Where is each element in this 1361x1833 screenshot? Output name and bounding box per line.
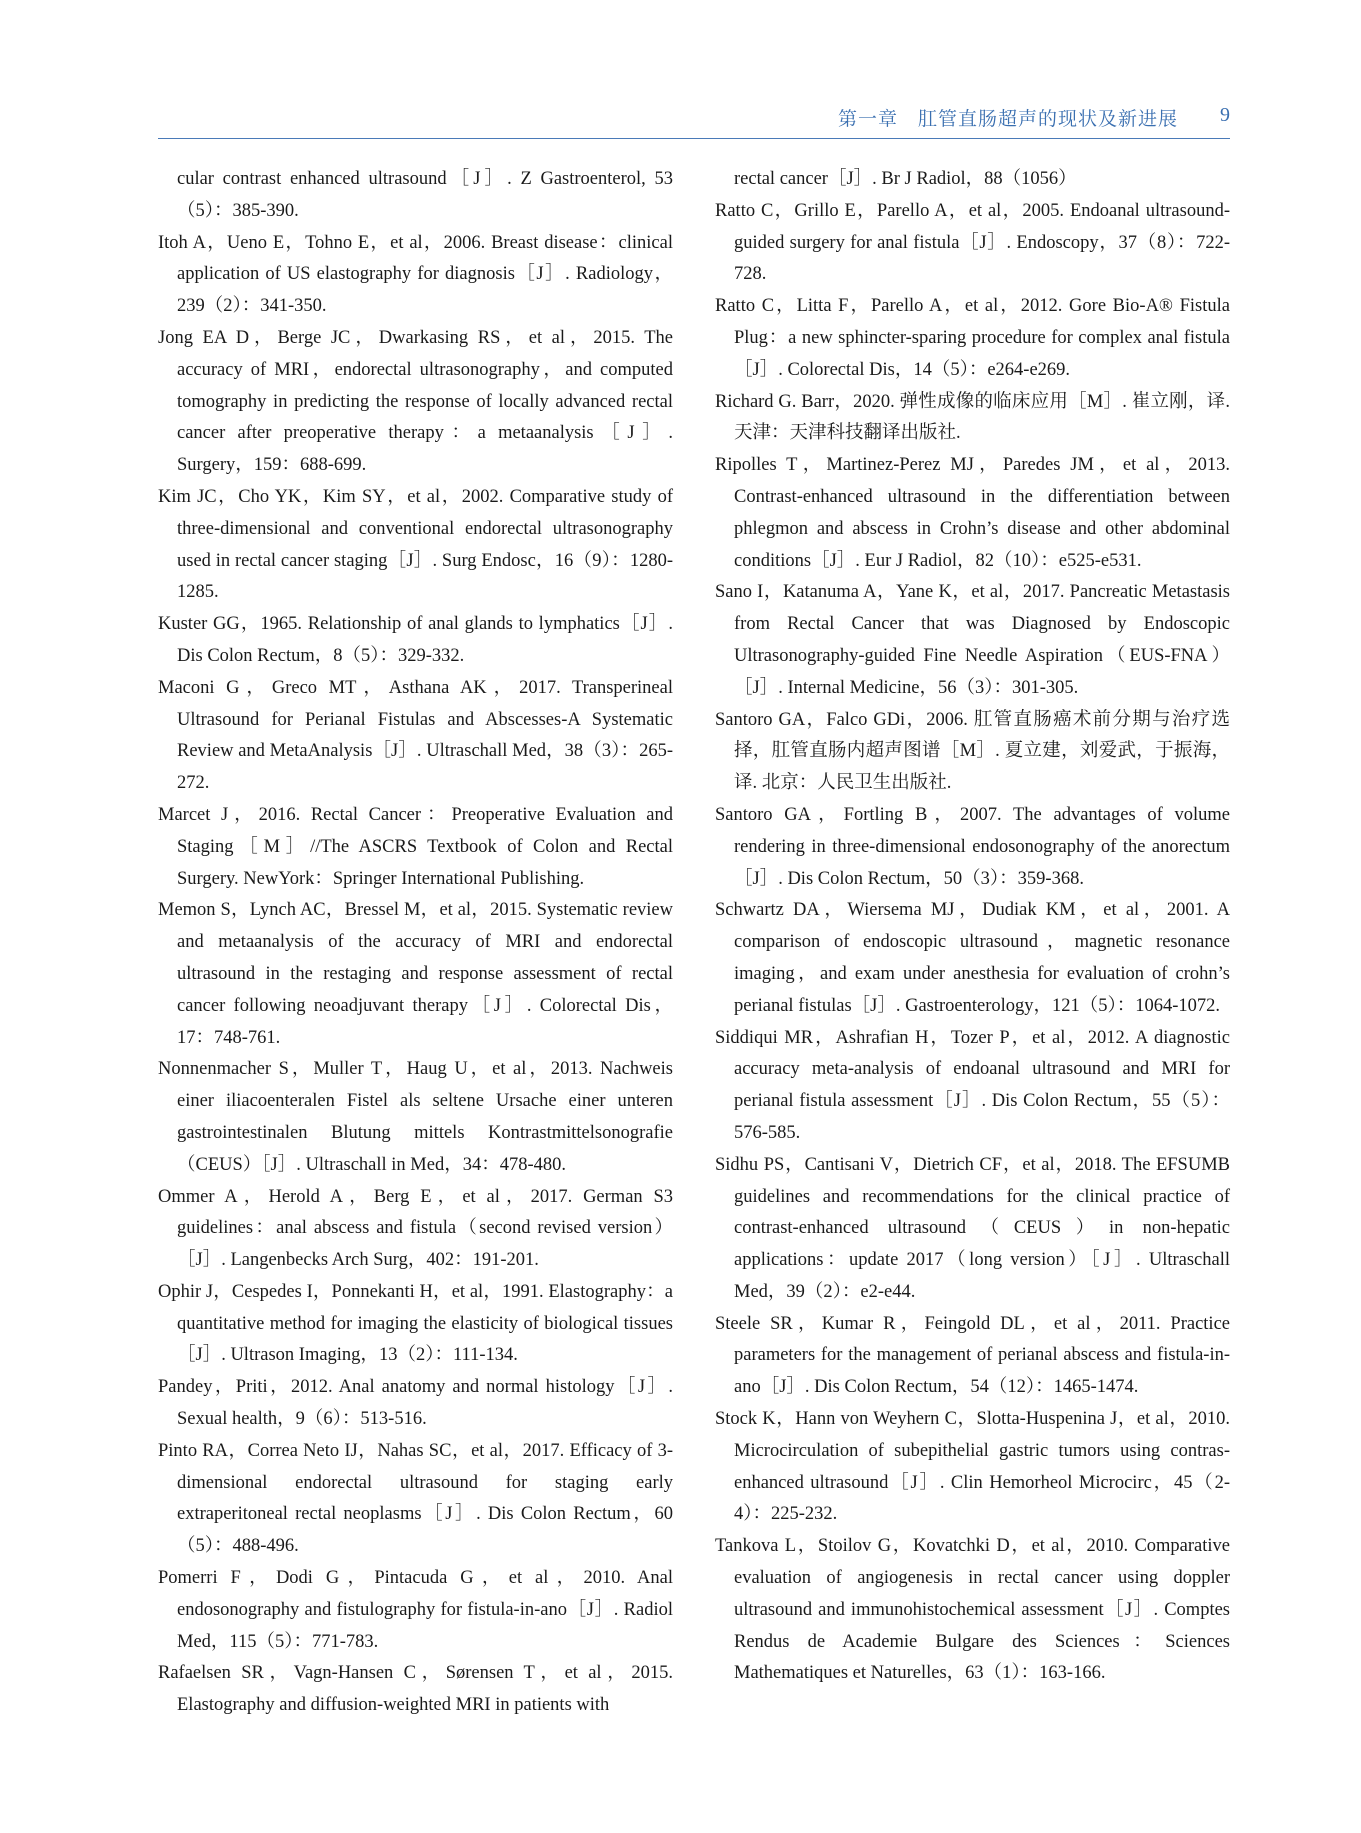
reference-entry: Ratto C，Litta F，Parello A，et al，2012. Gore Bio-A® Fistula Plug：a new sphincter-sparing procedure for complex anal fistula［J］. Colorectal Dis，14（5）：e264-e269. (715, 296, 1230, 380)
reference-entry: Santoro GA，Falco GDi，2006. 肛管直肠癌术前分期与治疗选择，肛管直肠内超声图谱［M］. 夏立建，刘爱武，于振海，译. 北京：人民卫生出版社. (715, 709, 1230, 794)
reference-entry: Ommer A，Herold A，Berg E，et al，2017. German S3 guidelines：anal abscess and fistula（second revised version）［J］. Langenbecks Arch Surg，402：191-201. (158, 1186, 673, 1271)
reference-entry: Ophir J，Cespedes I，Ponnekanti H，et al，1991. Elastography：a quantitative method for imaging the elasticity of biological tissues［J］. Ultrason Imaging，13（2）：111-134. (158, 1281, 673, 1366)
reference-entry: Steele SR，Kumar R，Feingold DL，et al，2011. Practice parameters for the management of perianal abscess and fistula-in-ano［J］. Dis Colon Rectum，54（12）：1465-1474. (715, 1313, 1230, 1398)
reference-entry: Tankova L，Stoilov G，Kovatchki D，et al，2010. Comparative evaluation of angiogenesis in rectal cancer using doppler ultrasound and immunohistochemical assessment［J］. Comptes Rendus de Academie Bulgare des Sciences：Sciences Mathematiques et Naturelles，63（1）：163-166. (715, 1536, 1230, 1684)
reference-column-right (715, 164, 1230, 1690)
reference-entry: Richard G. Barr，2020. 弹性成像的临床应用［M］. 崔立刚，译. 天津：天津科技翻译出版社. (715, 391, 1230, 444)
reference-entry: Rafaelsen SR，Vagn-Hansen C，Sørensen T，et al，2015. Elastography and diffusion-weighted MRI in patients with (158, 1663, 673, 1716)
reference-entry: Ripolles T，Martinez-Perez MJ，Paredes JM，et al，2013. Contrast-enhanced ultrasound in the differentiation between phlegmon and abscess in Crohn’s disease and other abdominal conditions［J］. Eur J Radiol，82（10）：e525-e531. (715, 455, 1230, 571)
reference-entry: Pomerri F，Dodi G，Pintacuda G，et al，2010. Anal endosonography and fistulography for fistula-in-ano［J］. Radiol Med，115（5）：771-783. (158, 1568, 673, 1652)
reference-entry: Sano I，Katanuma A，Yane K，et al，2017. Pancreatic Metastasis from Rectal Cancer that was Diagnosed by Endoscopic Ultrasonography-guided Fine Needle Aspiration（EUS-FNA）［J］. Internal Medicine，56（3）：301-305. (715, 582, 1230, 698)
reference-entry: Pinto RA，Correa Neto IJ，Nahas SC，et al，2017. Efficacy of 3-dimensional endorectal ultrasound for staging early extraperitoneal rectal neoplasms［J］. Dis Colon Rectum，60（5）：488-496. (158, 1440, 673, 1557)
reference-entry: Schwartz DA，Wiersema MJ，Dudiak KM，et al，2001. A comparison of endoscopic ultrasound，magnetic resonance imaging，and exam under anesthesia for evaluation of crohn’s perianal fistulas［J］. Gastroenterology，121（5）：1064-1072. (715, 900, 1230, 1016)
reference-entry: Kuster GG，1965. Relationship of anal glands to lymphatics［J］. Dis Colon Rectum，8（5）：329-332. (158, 614, 673, 666)
reference-entry: Memon S，Lynch AC，Bressel M，et al，2015. Systematic review and metaanalysis of the accuracy of MRI and endorectal ultrasound in the restaging and response assessment of rectal cancer following neoadjuvant therapy［J］. Colorectal Dis，17：748-761. (158, 900, 673, 1048)
reference-entry: Jong EA D，Berge JC，Dwarkasing RS，et al，2015. The accuracy of MRI，endorectal ultrasonography，and computed tomography in predicting the response of locally advanced rectal cancer after preoperative therapy：a metaanalysis［J］. Surgery，159：688-699. (158, 327, 673, 476)
reference-column-left (158, 164, 673, 1722)
reference-entry: Pandey，Priti，2012. Anal anatomy and normal histology［J］. Sexual health，9（6）：513-516. (158, 1377, 673, 1430)
reference-entry: Maconi G，Greco MT，Asthana AK，2017. Transperineal Ultrasound for Perianal Fistulas and Abscesses-A Systematic Review and MetaAnalysis［J］. Ultraschall Med，38（3）：265-272. (158, 677, 673, 794)
running-head (158, 100, 1230, 139)
page-number: 9 (1220, 104, 1230, 126)
reference-entry: Sidhu PS，Cantisani V，Dietrich CF，et al，2018. The EFSUMB guidelines and recommendations for the clinical practice of contrast-enhanced ultrasound（CEUS）in non-hepatic applications：update 2017（long version）［J］. Ultraschall Med，39（2）：e2-e44. (715, 1154, 1230, 1302)
reference-entry: Itoh A，Ueno E，Tohno E，et al，2006. Breast disease：clinical application of US elastography for diagnosis［J］. Radiology，239（2）：341-350. (158, 232, 673, 317)
reference-entry: Ratto C，Grillo E，Parello A，et al，2005. Endoanal ultrasound-guided surgery for anal fistula［J］. Endoscopy，37（8）：722-728. (715, 200, 1230, 285)
reference-entry: Marcet J，2016. Rectal Cancer：Preoperative Evaluation and Staging［M］//The ASCRS Textbook of Colon and Rectal Surgery. NewYork：Springer International Publishing. (158, 804, 673, 889)
reference-entry: rectal cancer［J］. Br J Radiol，88（1056） (734, 169, 1077, 189)
reference-entry: Nonnenmacher S，Muller T，Haug U，et al，2013. Nachweis einer iliacoenteralen Fistel als seltene Ursache einer unteren gastrointestinalen Blutung mittels Kontrastmittelsonografie（CEUS）［J］. Ultraschall in Med，34：478-480. (158, 1059, 673, 1175)
reference-entry: Stock K，Hann von Weyhern C，Slotta-Huspenina J，et al，2010. Microcirculation of subepithelial gastric tumors using contras-enhanced ultrasound［J］. Clin Hemorheol Microcirc，45（2-4）：225-232. (715, 1409, 1230, 1525)
reference-entry: Santoro GA，Fortling B，2007. The advantages of volume rendering in three-dimensional endosonography of the anorectum［J］. Dis Colon Rectum，50（3）：359-368. (715, 804, 1230, 889)
chapter-title: 第一章 肛管直肠超声的现状及新进展 (837, 108, 1178, 130)
reference-entry: Kim JC，Cho YK，Kim SY，et al，2002. Comparative study of three-dimensional and conventional endorectal ultrasonography used in rectal cancer staging［J］. Surg Endosc，16（9）：1280-1285. (158, 486, 673, 603)
reference-entry: Siddiqui MR，Ashrafian H，Tozer P，et al，2012. A diagnostic accuracy meta-analysis of endoanal ultrasound and MRI for perianal fistula assessment［J］. Dis Colon Rectum，55（5）：576-585. (715, 1027, 1230, 1143)
reference-entry: cular contrast enhanced ultrasound［J］. Z Gastroenterol, 53（5）：385-390. (177, 169, 673, 221)
